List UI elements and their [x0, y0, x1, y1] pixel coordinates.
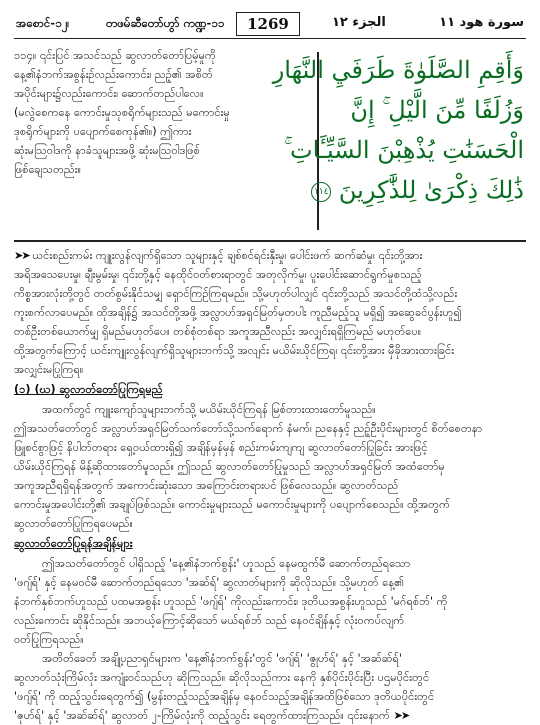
commentary-line: လည်းကောင်း ဆိုနိုင်သည်။ အဘယ့်ကြောင့်ဆိုသော် မယ်ရစ်ဘ် သည် နေဝင်ချိန်နှင့် လုံးဝကပ်လျက် — [14, 614, 405, 627]
document-page — [14, 12, 526, 722]
arabic-line — [313, 170, 524, 210]
commentary — [14, 246, 526, 725]
translation-line: ဆုံးမသြဝါဒကို နာခံသူများအဖို့ ဆုံးမသြဝါဒဖြစ် — [14, 144, 200, 157]
commentary-line: တစ်ဦးတစ်ယောက်မျှ ရှိမည်မဟုတ်ပေ။ တစ်စုံတစ်ရာ အကူအညီလည်း အလျှင်းရရှိကြမည် မဟုတ်ပေ။ — [14, 325, 422, 338]
commentary-line: အတိတ်ခေတ် အချို့ပညာရှင်များက 'နေ့၏နံဘက်စွန်း'တွင် 'ဖဂျ်ရ်' 'ဇွုဟ်ရ်' နှင့် 'အဆ်ဆ်ရ်' — [42, 652, 403, 665]
commentary-line: ဝတ်ပြုကြရသည်။ — [14, 633, 84, 646]
commentary-line — [14, 246, 526, 265]
commentary-line: ဤအသတ်တော်တွင် အလ္လာဟ်အရှင်မြတ်သက်တော်သို့သက်ရောက် နံမက်၊ ညနေနှင့် ညဉ့်ဦးပိုင်းများတွင် စိတ်စေတနာ — [14, 422, 483, 435]
commentary-line: ယိမ်းယိုင်ကြရန် မိန့်ဆိုထားတော်မူသည်။ ဤသည် ဆွလာတ်တော်ပြုမှုသည် အလ္လာဟ်အရှင်မြတ် အထံတော်မှ — [14, 460, 445, 473]
commentary-line: ထို့အတွက်ကြောင့် ယင်းကျူးလွန်လျက်ရှိသူများဘက်သို့ အလျင်း မယိမ်းယိုင်ကြရ၊ ၎င်းတို့အား မှီခိုအားထားခြင်း — [14, 344, 455, 357]
commentary-line: ဖြူစင်စွာဖြင့် နိပါတ်တရား ရှေ့ဝယ်ထားရှိ၍ အချိန်မှန်မှန် စည်းကမ်းကျကျ ဆွလာတ်တော်ပြုခြင်း အားဖြင့် — [14, 441, 428, 454]
juz-label: الجزء ١٢ — [332, 15, 386, 30]
page-header — [14, 12, 526, 39]
translation-line: အပိုင်းများ၌လည်းကောင်း၊ ဆောက်တည်ပါလေ။ — [14, 87, 204, 100]
commentary-text: ယင်းစည်းကမ်း ကျူးလွန်လျက်ရှိသော သူများနှင့် ချစ်စင်ရင်းနှီးမှု၊ ပေါင်းဖက် ဆက်ဆံမှု၊ ၎င်းတို့အား — [32, 249, 423, 262]
commentary-line: အရိအသေပေးမှု၊ ချီးမွမ်းမှု၊ ၎င်းတို့နှင့် နေထိုင်ဝတ်စားရာတွင် အတုလိုက်မှု၊ ပူးပေါင်းဆောင်ရွက်မှုစသည့် — [14, 268, 422, 281]
translation-line: ၁၁၄။ ၎င်းပြင် အသင်သည် ဆွလာတ်တော်ပြမ့်မှုကို — [14, 49, 216, 62]
arabic-line-text: ذَٰلِكَ ذِكْرَىٰ لِلذَّٰكِرِينَ — [338, 176, 524, 204]
arabic-line: الْحَسَنَٰتِ يُذْهِبْنَ السَّيِّـَٔاتِ ۚ — [284, 136, 524, 164]
ayah-number-marker: ١١٤ — [311, 182, 331, 202]
arabic-verse — [272, 50, 524, 210]
translation-line: ဖြစ်ချေသတည်း။ — [14, 163, 82, 176]
translation-line: နေ့၏နံဘက်အစွန်းဥ်လည်းကောင်း၊ ညဉ့်၏ အစိတ် — [14, 68, 213, 81]
commentary-line: 'ဖဂျ်ရ်' နှင့် နေမဝင်မီ ဆောက်တည်ရသော 'အဆ်ရ်' ဆွလာတ်များကို ဆိုလိုသည်။ သို့မဟုတ် နေ့၏ — [14, 576, 405, 589]
subheading: ဆွလာတ်တော်ပြုရန်အချိန်များ — [14, 537, 133, 550]
translation-line: ဒုစရိုက်များကို ပပျောက်စေကုန်၏။) ဤကား — [14, 125, 192, 138]
surah-label: سورة هود ١١ — [439, 15, 524, 30]
commentary-line: 'ဖဂျ်ရ်' ကို ထည့်သွင်းရေတွက်၍ (မွန်းတည့်သည့်အချိန်မှ နေဝင်သည့်အချိန်အထိဖြစ်သော ဒုတိယပိုင်းတွင် — [14, 690, 435, 703]
continue-arrow-marker: ➤➤ — [393, 709, 409, 722]
section-letter: (ဃ) — [34, 383, 56, 396]
commentary-line: ကောင်းမှုအပေါင်းတို့၏ အချုပ်ဖြစ်သည်။ ကောင်းမှုများသည် မကောင်းမှုများကို ပပျောက်စေသည်။ ထို့အတွက် — [14, 498, 451, 511]
commentary-line: ဤအသတ်တော်တွင် ပါရှိသည့် 'နေ့၏နံဘက်စွန်း' ဟူသည် နေမထွက်မီ ဆောက်တည်ရသော — [42, 557, 411, 570]
commentary-text: 'ဇုဟ်ရ်' နှင့် 'အဆ်ဆ်ရ်' ဆွလာတ် ၂-ကြိမ်လုံးကို ထည့်သွင်း ရေတွက်ထားကြသည်။ ၎င်းနောက် — [14, 709, 390, 722]
section-rule — [14, 240, 526, 242]
section-heading-text: ဆွလာတ်တော်ပြုကြရမည် — [59, 383, 163, 396]
translation-line: (မလွဲစေကနေ ကောင်းမှုသုစရိုက်များသည် မကောင်းမှု — [14, 106, 230, 119]
verse-translation — [14, 46, 310, 179]
arabic-line: وَزُلَفًا مِّنَ الَّيْلِ ۚ إِنَّ — [350, 96, 524, 124]
arrow-marker: ➤➤ — [14, 249, 29, 262]
commentary-line: ဆွလာတ်သုံးကြိမ်လုံး အကျုံးဝင်သည်ဟု ဆိုကြသည်။ ဆိုလိုသည်ကား နေကို နှစ်ပိုင်းပိုင်းပြီး ပဌမပိုင်းတွင် — [14, 671, 430, 684]
commentary-line: ကိစ္စအားလုံးတို့တွင် တတ်စွမ်းနိုင်သမျှ ရှောင်ကြဉ်ကြရမည်။ သို့မဟုတ်ပါလျှင် ၎င်းတို့သည် အသင်တို့ထံသို့လည်း — [14, 287, 458, 300]
commentary-line: အကူအညီရရှိရန်အတွက် အကောင်းဆုံးသော အကြောင်းတရားပင် ဖြစ်လေသည်။ ဆွလာတ်သည် — [14, 479, 399, 492]
book-title: တဖမ်ဆီတော်ဟွာ် ကဏ္ဍ-၁၁ — [106, 16, 225, 30]
commentary-line — [14, 706, 526, 725]
commentary-line: အထက်တွင် ကျူးကျော်သူများဘက်သို့ မယိမ်းယိုင်ကြရန် မြစ်တားထားတော်မူသည်။ — [42, 403, 376, 416]
verse-section — [14, 46, 526, 240]
page-number: 1269 — [236, 12, 300, 36]
commentary-line: နံဘက်နှစ်ဘက်ဟူသည် ပထမအစွန်း ဟူသည် 'ဖဂျ်ရ်' ကိုလည်းကောင်း၊ ဒုတိယအစွန်းဟူသည် 'မဂ်ရစ်ဘ်' ကို — [14, 595, 448, 608]
volume-label: အစောင်-၁၂၊ — [16, 16, 70, 30]
section-number: (၁) — [14, 383, 31, 396]
commentary-line: ကူးစက်လာပေမည်။ ထိုအချိန်၌ အသင်တို့အဖို့ အလ္လာဟ်အရှင်မြတ်မှတပါး ကူညီမည့်သူ မရှိ၍ အဆွေခင်ပွန်းဟူ၍ — [14, 306, 462, 319]
commentary-line: အလျှင်းမပြုကြရ။ — [14, 363, 84, 376]
section-heading — [14, 379, 526, 400]
arabic-line: وَأَقِمِ الصَّلَوٰةَ طَرَفَيِ النَّهَارِ — [272, 56, 524, 84]
commentary-line: ဆွလာတ်တော်ပြုကြရပေမည်။ — [14, 517, 133, 530]
